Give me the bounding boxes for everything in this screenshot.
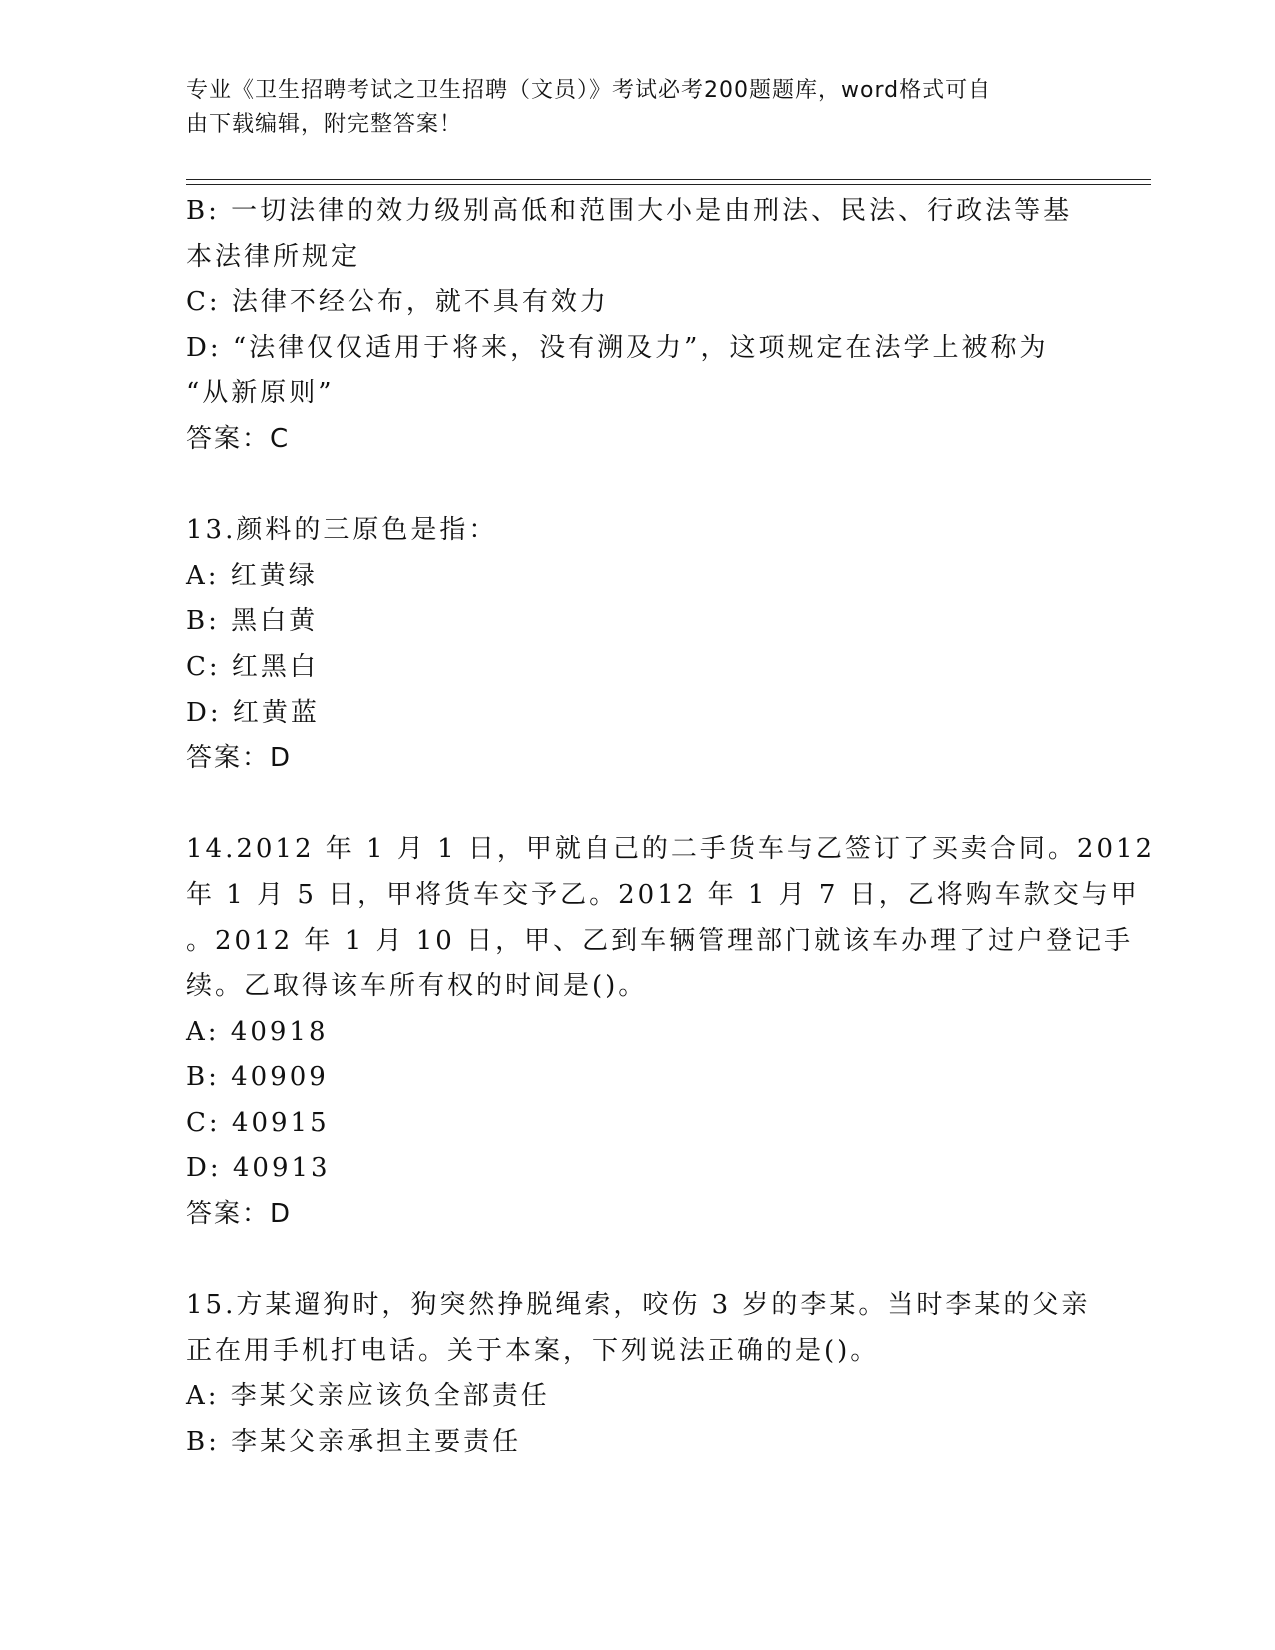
option-d-line-2: “从新原则”: [186, 378, 335, 409]
option-c: C: 红黑白: [186, 651, 319, 682]
option-d-line-1: D: “法律仅仅适用于将来，没有溯及力”，这项规定在法学上被称为: [186, 332, 1049, 363]
option-c: C: 40915: [186, 1107, 330, 1138]
question-stem: 13.颜料的三原色是指：: [186, 515, 498, 546]
document-header: [186, 74, 1066, 142]
option-a: A: 红黄绿: [186, 560, 318, 591]
answer: 答案：D: [186, 1199, 293, 1230]
option-d: D: 红黄蓝: [186, 697, 320, 728]
option-c: C: 法律不经公布，就不具有效力: [186, 287, 609, 318]
option-a: A: 李某父亲应该负全部责任: [186, 1381, 550, 1412]
document-body: [186, 189, 1156, 1466]
question-15: [186, 1283, 1091, 1465]
option-b: B: 40909: [186, 1062, 329, 1093]
option-b: B: 黑白黄: [186, 606, 319, 637]
option-d: D: 40913: [186, 1153, 331, 1184]
header-rule-top: [186, 179, 1151, 180]
question-stem-line-2: 年 1 月 5 日，甲将货车交予乙。2012 年 1 月 7 日，乙将购车款交与甲: [186, 879, 1140, 910]
question-stem-line-1: 15.方某遛狗时，狗突然挣脱绳索，咬伤 3 岁的李某。当时李某的父亲: [186, 1290, 1091, 1321]
answer: 答案：D: [186, 743, 293, 774]
question-stem-line-3: 。2012 年 1 月 10 日，甲、乙到车辆管理部门就该车办理了过户登记手: [186, 925, 1134, 956]
spacer: [186, 463, 1086, 509]
option-b-line-1: B: 一切法律的效力级别高低和范围大小是由刑法、民法、行政法等基: [186, 196, 1073, 226]
question-stem-line-2: 正在用手机打电话。关于本案，下列说法正确的是()。: [186, 1335, 880, 1366]
header-rule-bottom: [186, 184, 1151, 185]
question-stem-line-4: 续。乙取得该车所有权的时间是()。: [186, 971, 648, 1002]
option-b-line-2: 本法律所规定: [186, 241, 361, 272]
question-stem-line-1: 14.2012 年 1 月 1 日，甲就自己的二手货车与乙签订了买卖合同。2012: [186, 834, 1156, 865]
option-a: A: 40918: [186, 1016, 329, 1047]
option-b: B: 李某父亲承担主要责任: [186, 1427, 522, 1458]
spacer: [186, 1238, 1086, 1284]
question-14: [186, 827, 1156, 1237]
answer: 答案：C: [186, 423, 291, 454]
header-line-2: 由下载编辑，附完整答案！: [186, 112, 463, 137]
question-13: [186, 508, 1086, 782]
question-12: [186, 189, 1086, 463]
header-line-1: 专业《卫生招聘考试之卫生招聘（文员）》考试必考200题题库，word格式可自: [186, 78, 992, 103]
spacer: [186, 782, 1086, 828]
